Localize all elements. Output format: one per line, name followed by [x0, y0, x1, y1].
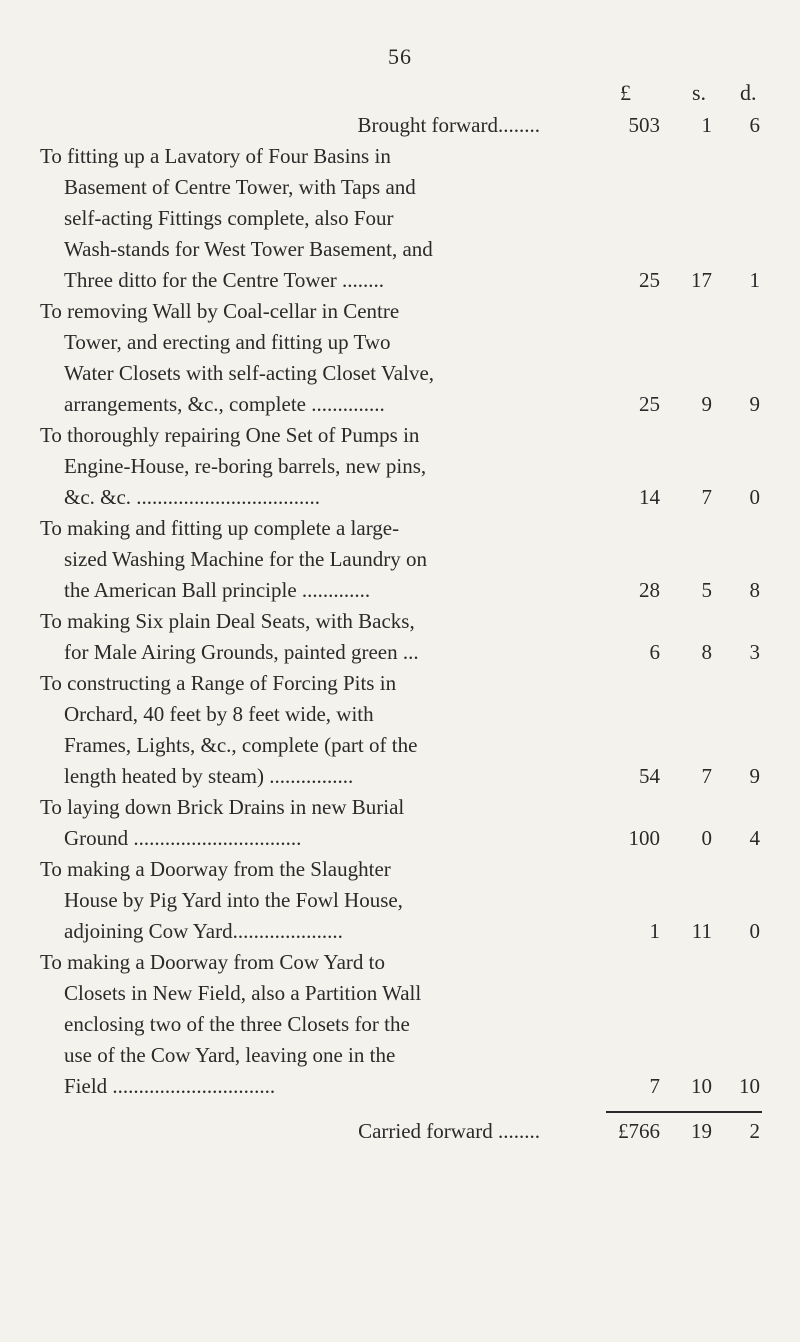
entry-pounds: 54: [639, 764, 660, 788]
entry-line: To laying down Brick Drains in new Burial: [40, 795, 405, 819]
ledger-entry-brick-drains: [0, 792, 800, 854]
entry-line: for Male Airing Grounds, painted green ...: [64, 640, 419, 664]
shillings-column-header: s.: [692, 80, 707, 105]
carried-forward-pence: 2: [749, 1119, 760, 1143]
entry-shillings: 7: [701, 485, 712, 509]
brought-forward-label: Brought forward........: [357, 113, 540, 137]
carried-forward-shillings: 19: [691, 1119, 712, 1143]
entry-line: enclosing two of the three Closets for the: [64, 1012, 410, 1036]
ledger-entry-deal-seats: [0, 606, 800, 668]
entry-line: To making Six plain Deal Seats, with Backs,: [40, 609, 415, 633]
entry-line: use of the Cow Yard, leaving one in the: [64, 1043, 396, 1067]
entry-line: Field ...............................: [64, 1074, 276, 1098]
entry-line: To making a Doorway from the Slaughter: [40, 857, 391, 881]
total-rule: [606, 1111, 762, 1113]
entry-pence: 9: [749, 392, 760, 416]
ledger-entry-water-closets: [0, 296, 800, 420]
ledger-entry-doorway-fowl-house: [0, 854, 800, 947]
ledger-entry-forcing-pits: [0, 668, 800, 792]
entry-pounds: 25: [639, 392, 660, 416]
entry-line: self-acting Fittings complete, also Four: [64, 206, 394, 230]
entry-pounds: 6: [649, 640, 660, 664]
entry-line: To constructing a Range of Forcing Pits in: [40, 671, 397, 695]
entry-shillings: 17: [691, 268, 712, 292]
entry-pence: 8: [749, 578, 760, 602]
brought-forward-shillings: 1: [701, 113, 712, 137]
carried-forward-pounds: £766: [618, 1119, 660, 1143]
entry-pence: 3: [749, 640, 760, 664]
entry-pounds: 1: [649, 919, 660, 943]
entry-line: To fitting up a Lavatory of Four Basins in: [40, 144, 391, 168]
entry-shillings: 5: [701, 578, 712, 602]
entry-pounds: 14: [639, 485, 660, 509]
entry-pence: 1: [749, 268, 760, 292]
entry-line: the American Ball principle .............: [64, 578, 371, 602]
entry-pence: 10: [739, 1074, 760, 1098]
brought-forward-pence: 6: [749, 113, 760, 137]
ledger-entry-pumps: [0, 420, 800, 513]
entry-line: To removing Wall by Coal-cellar in Centre: [40, 299, 400, 323]
ledger-entry-doorway-closets: [0, 947, 800, 1102]
entry-line: Water Closets with self-acting Closet Valve,: [64, 361, 435, 385]
entry-line: Engine-House, re-boring barrels, new pins,: [64, 454, 427, 478]
entry-pence: 0: [749, 485, 760, 509]
entry-pounds: 100: [628, 826, 660, 850]
entry-line: arrangements, &c., complete ..............: [64, 392, 385, 416]
entry-shillings: 9: [701, 392, 712, 416]
entry-line: length heated by steam) ................: [64, 764, 354, 788]
brought-forward-pounds: 503: [628, 113, 660, 137]
entry-line: Three ditto for the Centre Tower ........: [64, 268, 385, 292]
entry-line: Closets in New Field, also a Partition Wall: [64, 981, 422, 1005]
page-number: 56: [388, 44, 412, 69]
entry-line: To thoroughly repairing One Set of Pumps in: [40, 423, 420, 447]
entry-shillings: 11: [691, 919, 712, 943]
pence-column-header: d.: [740, 80, 757, 105]
entry-pence: 9: [749, 764, 760, 788]
carried-forward-row: [0, 1116, 800, 1147]
entry-line: Frames, Lights, &c., complete (part of the: [64, 733, 418, 757]
ledger-entry-lavatory: [0, 141, 800, 296]
ledger: [0, 110, 800, 1147]
entry-line: House by Pig Yard into the Fowl House,: [64, 888, 403, 912]
entry-line: sized Washing Machine for the Laundry on: [64, 547, 427, 571]
entry-shillings: 0: [701, 826, 712, 850]
entry-line: Basement of Centre Tower, with Taps and: [64, 175, 416, 199]
entry-line: Tower, and erecting and fitting up Two: [64, 330, 391, 354]
entry-pence: 4: [749, 826, 760, 850]
entry-pounds: 25: [639, 268, 660, 292]
entry-shillings: 7: [701, 764, 712, 788]
entry-shillings: 10: [691, 1074, 712, 1098]
entry-line: Wash-stands for West Tower Basement, and: [64, 237, 433, 261]
entry-line: Orchard, 40 feet by 8 feet wide, with: [64, 702, 374, 726]
entry-line: adjoining Cow Yard.....................: [64, 919, 343, 943]
pounds-column-header: £: [620, 80, 631, 105]
brought-forward-row: [0, 110, 800, 141]
entry-shillings: 8: [701, 640, 712, 664]
entry-line: &c. &c. ...................................: [64, 485, 321, 509]
ledger-entry-washing-machine: [0, 513, 800, 606]
entry-pence: 0: [749, 919, 760, 943]
entry-line: To making and fitting up complete a large-: [40, 516, 400, 540]
entry-pounds: 7: [649, 1074, 660, 1098]
entry-pounds: 28: [639, 578, 660, 602]
entry-line: To making a Doorway from Cow Yard to: [40, 950, 385, 974]
carried-forward-label: Carried forward ........: [358, 1119, 540, 1143]
entry-line: Ground ................................: [64, 826, 302, 850]
